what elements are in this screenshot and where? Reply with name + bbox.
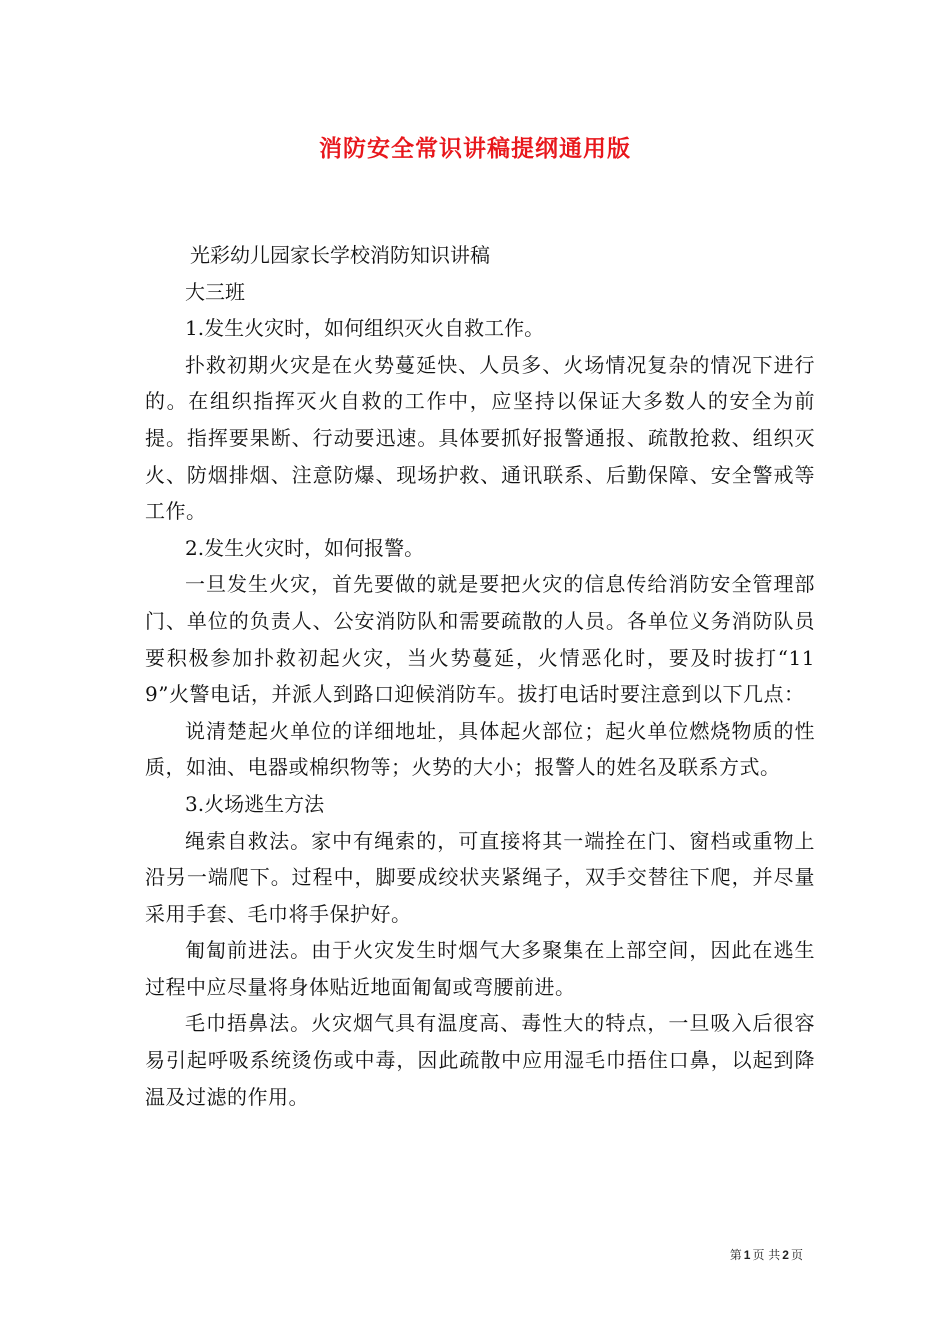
footer-suffix: 页 (790, 1248, 803, 1262)
section-heading-2: 2.发生火灾时，如何报警。 (185, 535, 425, 560)
current-page-number: 1 (743, 1248, 751, 1262)
total-page-number: 2 (782, 1248, 789, 1262)
paragraph-class: 大三班 (185, 279, 245, 304)
paragraph: 毛巾捂鼻法。火灾烟气具有温度高、毒性大的特点，一旦吸入后很容易引起呼吸系统烫伤或中毒，因此疏散中应用湿毛巾捂住口鼻，以起到降温及过滤的作用。 (145, 1011, 815, 1109)
paragraph: 一旦发生火灾，首先要做的就是要把火灾的信息传给消防安全管理部门、单位的负责人、公安消防队和需要疏散的人员。各单位义务消防队员要积极参加扑救初起火灾，当火势蔓延，火情恶化时，要及时拔打“119”火警电话，并派人到路口迎候消防车。拔打电话时要注意到以下几点： (145, 572, 815, 707)
paragraph: 说清楚起火单位的详细地址，具体起火部位；起火单位燃烧物质的性质，如油、电器或棉织物等；火势的大小；报警人的姓名及联系方式。 (145, 718, 815, 780)
section-heading-3: 3.火场逃生方法 (185, 791, 325, 816)
paragraph-heading: 光彩幼儿园家长学校消防知识讲稿 (190, 243, 490, 267)
paragraph: 扑救初期火灾是在火势蔓延快、人员多、火场情况复杂的情况下进行的。在组织指挥灭火自救的工作中，应坚持以保证大多数人的安全为前提。指挥要果断、行动要迅速。具体要抓好报警通报、疏散抢救、组织灭火、防烟排烟、注意防爆、现场护救、通讯联系、后勤保障、安全警戒等工作。 (145, 352, 815, 524)
footer-prefix: 第 (729, 1248, 742, 1262)
footer-middle: 页 共 (752, 1248, 781, 1262)
page-number-footer (730, 1246, 803, 1263)
paragraph: 匍匐前进法。由于火灾发生时烟气大多聚集在上部空间，因此在逃生过程中应尽量将身体贴近地面匍匐或弯腰前进。 (145, 938, 815, 999)
document-body (145, 237, 815, 1115)
section-heading-1: 1.发生火灾时，如何组织灭火自救工作。 (185, 316, 545, 341)
paragraph: 绳索自救法。家中有绳索的，可直接将其一端拴在门、窗档或重物上沿另一端爬下。过程中，脚要成绞状夹紧绳子，双手交替往下爬，并尽量采用手套、毛巾将手保护好。 (145, 828, 815, 926)
document-title: 消防安全常识讲稿提纲通用版 (319, 135, 631, 162)
